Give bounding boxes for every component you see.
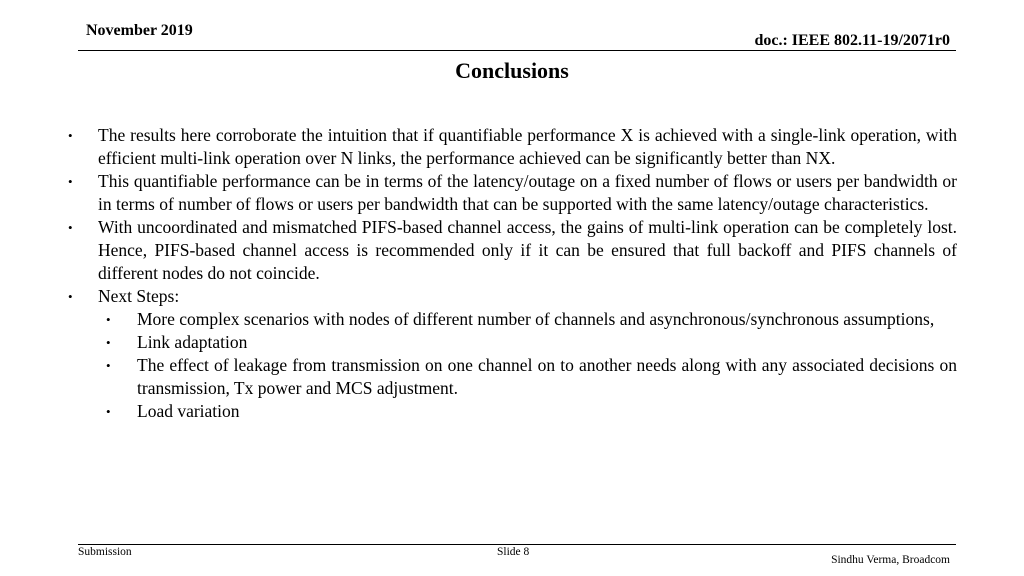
header-divider xyxy=(78,50,956,51)
header-date: November 2019 xyxy=(86,22,193,39)
footer-author: Sindhu Verma, Broadcom xyxy=(831,554,950,566)
sub-bullet-marker: • xyxy=(106,335,111,350)
bullet-text: The results here corroborate the intuition that if quantifiable performance X is achieved with a single-link operation, with efficient multi-link operation over N links, the performance achieved can be significantly better than NX. xyxy=(98,125,957,168)
bullet-item xyxy=(68,124,957,170)
bullet-item xyxy=(68,170,957,216)
footer-divider xyxy=(78,544,956,545)
sub-bullet-item xyxy=(68,354,957,400)
sub-bullet-text: Link adaptation xyxy=(137,332,248,352)
bullet-marker: • xyxy=(68,128,73,143)
bullet-text: This quantifiable performance can be in terms of the latency/outage on a fixed number of flows or users per bandwidth or in terms of number of flows or users per bandwidth that can be supported with the same latency/outage characteristics. xyxy=(98,171,957,214)
sub-bullet-item xyxy=(68,400,957,423)
sub-bullet-text: More complex scenarios with nodes of different number of channels and asynchronous/synchronous assumptions, xyxy=(137,309,935,329)
bullet-item-next-steps xyxy=(68,285,957,308)
bullet-text: With uncoordinated and mismatched PIFS-based channel access, the gains of multi-link operation can be completely lost. Hence, PIFS-based channel access is recommended only if it can be ensured that full backoff and PIFS channels of different nodes do not coincide. xyxy=(98,217,957,283)
sub-bullet-marker: • xyxy=(106,404,111,419)
sub-bullet-marker: • xyxy=(106,358,111,373)
bullet-item xyxy=(68,216,957,285)
bullet-text: Next Steps: xyxy=(98,286,180,306)
sub-bullet-text: The effect of leakage from transmission on one channel on to another needs along with any associated decisions on transmission, Tx power and MCS adjustment. xyxy=(137,355,957,398)
sub-bullet-item xyxy=(68,331,957,354)
sub-bullet-text: Load variation xyxy=(137,401,240,421)
bullet-marker: • xyxy=(68,174,73,189)
footer-submission-label: Submission xyxy=(78,546,132,558)
bullet-list xyxy=(68,124,957,423)
slide-title: Conclusions xyxy=(455,58,569,83)
bullet-marker: • xyxy=(68,220,73,235)
header-document-id: doc.: IEEE 802.11-19/2071r0 xyxy=(754,32,950,49)
sub-bullet-item xyxy=(68,308,957,331)
bullet-marker: • xyxy=(68,289,73,304)
sub-bullet-marker: • xyxy=(106,312,111,327)
footer-slide-number: Slide 8 xyxy=(497,546,530,558)
